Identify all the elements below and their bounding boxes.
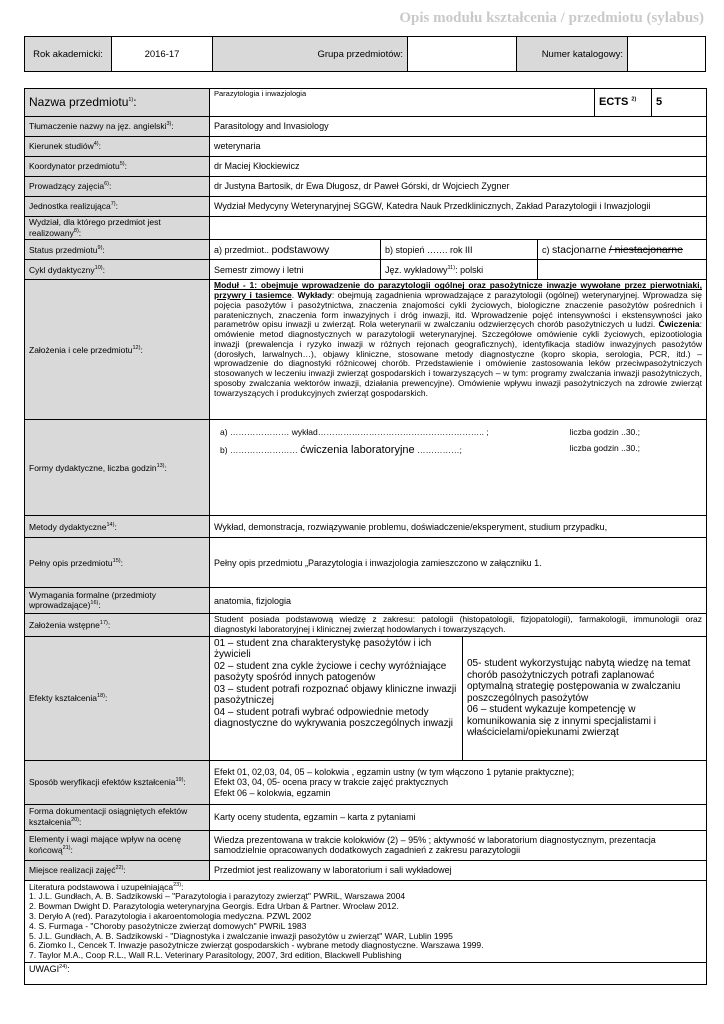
methods-value: Wykład, demonstracja, rozwiązywanie problemu, doświadczenie/eksperyment, studium przypadku, bbox=[210, 516, 707, 538]
ects-label: ECTS $^{2)}$ bbox=[595, 89, 652, 117]
row-subject-name bbox=[25, 89, 707, 117]
status-a: a) przedmiot.. podstawowy bbox=[210, 240, 381, 259]
academic-year-value: 2016-17 bbox=[112, 37, 213, 71]
subject-group-value bbox=[408, 37, 517, 71]
field-of-study-value: weterynaria bbox=[210, 137, 707, 157]
forms-lecture: a) ………………… wykład………………………………………………….. ; liczba godzin ..30.; bbox=[220, 427, 640, 438]
ects-value: 5 bbox=[652, 89, 707, 117]
literature-item: 4. S. Furmaga - "Choroby pasożytnicze zwierząt domowych" PWRiL 1983 bbox=[29, 920, 307, 931]
english-name-value: Parasitology and Invasiology bbox=[210, 117, 707, 137]
grading-value: Wiedza prezentowana w trakcie kolokwiów (2) – 95% ; aktywność w laboratorium diagnostycznym, prezentacja samodzielnie opracowanych dodatkowych zagadnień z zakresu parazytologii bbox=[210, 830, 707, 860]
cycle-semester: Semestr zimowy i letni bbox=[210, 260, 381, 279]
academic-year-label: Rok akademicki: bbox=[25, 37, 112, 71]
verification-value: Efekt 01, 02,03, 04, 05 – kolokwia , egzamin ustny (w tym włączono 1 pytanie praktyczne); Efekt 03, 04, 05- ocena pracy w trakcie zajęć praktycznych Efekt 06 – kolokwia, egzamin bbox=[210, 760, 707, 804]
location-value: Przedmiot jest realizowany w laboratorium i sali wykładowej bbox=[210, 860, 707, 880]
coordinator-label: Koordynator przedmiotu$^{5)}$: bbox=[25, 157, 210, 177]
literature-item: 7. Taylor M.A., Coop R.L., Wall R.L. Veterinary Parasitology, 2007, 3rd edition, Blackwell Publishing bbox=[29, 950, 402, 961]
outcomes-value bbox=[210, 636, 707, 760]
verification-label: Sposób weryfikacji efektów kształcenia$^{19)}$: bbox=[25, 760, 210, 804]
status-b: b) stopień ……. rok III bbox=[381, 240, 538, 259]
instructors-label: Prowadzący zajęcia$^{6)}$: bbox=[25, 177, 210, 197]
methods-label: Metody dydaktyczne$^{14)}$: bbox=[25, 516, 210, 538]
syllabus-table bbox=[24, 88, 707, 985]
catalog-number-value bbox=[628, 37, 705, 71]
coordinator-value: dr Maciej Kłockiewicz bbox=[210, 157, 707, 177]
literature-label: Literatura podstawowa i uzupełniająca$^{23)}$: bbox=[29, 881, 184, 892]
faculty-label: Wydział, dla którego przedmiot jest realizowany$^{8)}$: bbox=[25, 217, 210, 240]
objectives-label: Założenia i cele przedmiotu$^{12)}$: bbox=[25, 280, 210, 420]
literature-item: 5. J.L. Gundłach, A. B. Sadzikowski - "Diagnostyka i zwalczanie inwazji pasożytów u zwierząt" WAR, Lublin 1995 bbox=[29, 930, 453, 941]
requirements-label: Wymagania formalne (przedmioty wprowadzające)$^{16)}$: bbox=[25, 588, 210, 614]
objectives-value: Moduł - 1: obejmuje wprowadzenie do parazytologii ogólnej oraz pasożytnicze inwazje wywołane przez pierwotniaki, przywry i tasiemce. Wykłady: obejmują zagadnienia wprowadzające z parazytologii (ogólnej) weterynaryjnej. Wprowadza się pojęcia pasożytów i pasożytnictwa, znaczenia znajomości cykli życiowych, biologiczne znaczenie pasożytów pośrednich i paratenicznych, znaczenia form inwazyjnych i dróg inwazji, itd. Wprowadzenie pojęć intensywności i ekstensywności jako parametrów opisu inwazji u zwierząt. Rola weterynarii w zwalczaniu odzwierzęcych chorób pasożytniczych u ludzi. Ćwiczenia: omówienie metod diagnostycznych w parazytologii weterynaryjnej. Szczegółowe omówienie cykli życiowych, epizootiologia inwazji (prewalencja i ryzyko inwazji w różnych rejonach geograficznych), identyfikacja stadiów inwazyjnych pasożytów (dorosłych, larwalnych…), objawy kliniczne, stosowane metody diagnostyczne (kopro skopia, serologia, PCR, itd.) – wprowadzenie do diagnostyki różnicowej chorób. Przedstawienie i omówienie zastosowania leków przeciwpasożytniczych stosowanych w leczeniu inwazji zwierząt gospodarskich i towarzyszących – w tym: programy zwalczania inwazji pasożytniczych, sposoby zwalczania wektorów inwazji, działania prewencyjne). Omówienie wpływu inwazji pasożytniczych na zdrowie zwierząt towarzyszących i produkcyjnych zwierząt gospodarskich. bbox=[210, 280, 707, 420]
cycle-value bbox=[210, 260, 707, 280]
forms-value bbox=[210, 420, 707, 516]
instructors-value: dr Justyna Bartosik, dr Ewa Długosz, dr Paweł Górski, dr Wojciech Zygner bbox=[210, 177, 707, 197]
status-c: c) stacjonarne / niestacjonarne bbox=[542, 243, 683, 256]
full-description-value: Pełny opis przedmiotu „Parazytologia i inwazjologia zamieszczono w załączniku 1. bbox=[210, 538, 707, 588]
documentation-value: Karty oceny studenta, egzamin – karta z pytaniami bbox=[210, 804, 707, 830]
full-description-label: Pełny opis przedmiotu$^{15)}$: bbox=[25, 538, 210, 588]
subject-name-label: Nazwa przedmiotu$^{1)}$: bbox=[25, 89, 210, 117]
forms-label: Formy dydaktyczne, liczba godzin$^{13)}$: bbox=[25, 420, 210, 516]
english-name-label: Tłumaczenie nazwy na jęz. angielski$^{3)}$: bbox=[25, 117, 210, 137]
prerequisites-label: Założenia wstępne$^{17)}$: bbox=[25, 614, 210, 637]
unit-label: Jednostka realizująca$^{7)}$: bbox=[25, 197, 210, 217]
cycle-empty bbox=[538, 260, 707, 279]
location-label: Miejsce realizacji zajęć$^{22)}$: bbox=[25, 860, 210, 880]
prerequisites-value: Student posiada podstawową wiedzę z zakresu: patologii (histopatologii, fizjopatologii), farmakologii, immunologii oraz diagnostyki laboratoryjnej i klinicznej zwierząt hodowlanych i towarzyszących. bbox=[210, 614, 707, 637]
literature-item: 1. J.L. Gundłach, A. B. Sadzikowski – "Parazytologia i parazytozy zwierząt" PWRiL, Warszawa 2004 bbox=[29, 891, 406, 902]
literature-item: 3. Deryło A (red). Parazytologia i akaroentomologia medyczna. PZWL 2002 bbox=[29, 911, 312, 922]
status-label: Status przedmiotu$^{9)}$: bbox=[25, 240, 210, 260]
catalog-number-label: Numer katalogowy: bbox=[517, 37, 628, 71]
requirements-value: anatomia, fizjologia bbox=[210, 588, 707, 614]
faculty-value bbox=[210, 217, 707, 240]
top-info-bar bbox=[24, 36, 706, 72]
documentation-label: Forma dokumentacji osiągniętych efektów kształcenia$^{20)}$: bbox=[25, 804, 210, 830]
subject-group-label: Grupa przedmiotów: bbox=[213, 37, 408, 71]
outcomes-right: 05- student wykorzystując nabytą wiedzę na temat chorób pasożytniczych potrafi zaplanować optymalną strategię postępowania w zwalczaniu poszczególnych pasożytów 06 – student wykazuje kompetencję w komunikowania się z innymi specjalistami i właścicielami/opiekunami zwierząt bbox=[467, 658, 691, 739]
status-value bbox=[210, 240, 707, 260]
forms-lab: b) …………………… ćwiczenia laboratoryjne ……………; liczba godzin ..30.; bbox=[220, 443, 640, 457]
page-header-title: Opis modułu kształcenia / przedmiotu (sylabus) bbox=[399, 10, 704, 26]
grading-label: Elementy i wagi mające wpływ na ocenę końcową$^{21)}$: bbox=[25, 830, 210, 860]
outcomes-left: 01 – student zna charakterystykę pasożytów i ich żywicieli 02 – student zna cykle życiowe i cechy wyróżniające pasożyty spośród innych patogenów 03 – student potrafi rozpoznać objawy kliniczne inwazji pasożytniczej 04 – student potrafi wybrać odpowiednie metody diagnostyczne do wykrywania poszczególnych inwazji bbox=[210, 637, 463, 760]
outcomes-label: Efekty kształcenia$^{18)}$: bbox=[25, 636, 210, 760]
remarks-section: UWAGI$^{24)}$: bbox=[25, 962, 707, 984]
literature-item: 6. Ziomko I., Cencek T. Inwazje pasożytnicze zwierząt gospodarskich - wybrane metody diagnostyczne. Warszawa 1999. bbox=[29, 940, 484, 951]
unit-value: Wydział Medycyny Weterynaryjnej SGGW, Katedra Nauk Przedklinicznych, Zakład Parazytologii i Inwazjologii bbox=[210, 197, 707, 217]
literature-item: 2. Bowman Dwight D. Parazytologia weterynaryjna Georgis. Edra Urban & Partner. Wrocław 2012. bbox=[29, 901, 399, 912]
subject-name-value: Parazytologia i inwazjologia bbox=[210, 89, 595, 117]
cycle-label: Cykl dydaktyczny$^{10)}$: bbox=[25, 260, 210, 280]
field-of-study-label: Kierunek studiów$^{4)}$: bbox=[25, 137, 210, 157]
literature-section bbox=[25, 880, 707, 962]
language: Jęz. wykładowy$^{11)}$: polski bbox=[381, 260, 538, 279]
